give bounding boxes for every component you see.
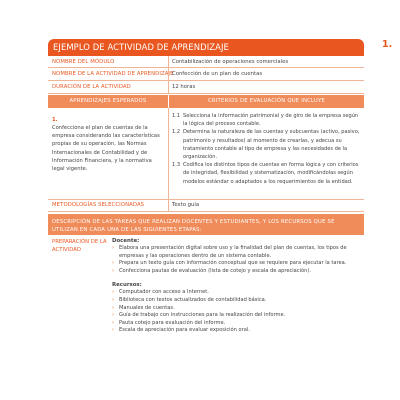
chevron-right-icon: › <box>112 327 115 334</box>
activity-name-value: Confección de un plan de cuentas <box>172 71 263 77</box>
criterion-number: 1.1 <box>172 113 181 119</box>
docente-item-text: Prepara un texto guía con información conceptual que se requiere para ejecutar la tarea. <box>119 260 347 267</box>
criteria-list <box>172 112 362 186</box>
description-text: DESCRIPCIÓN DE LAS TAREAS QUE REALIZAN DOCENTES Y ESTUDIANTES, Y LOS RECURSOS QUE SE UTILIZAN EN CADA UNA DE LAS SIGUIENTES ETAPAS: <box>52 219 335 233</box>
criterion-text: Selecciona la información patrimonial y de giro de la empresa según la lógica del proceso contable. <box>183 113 359 128</box>
column-divider <box>168 68 169 80</box>
column-divider <box>168 200 169 211</box>
column-divider <box>168 108 169 199</box>
chevron-right-icon: › <box>112 289 115 296</box>
preparation-content <box>112 237 362 335</box>
learning-number: 1. <box>52 117 58 123</box>
page-number: 1. <box>382 39 393 50</box>
docente-item-text: Confecciona pautas de evaluación (lista de cotejo y escala de apreciación). <box>119 267 311 274</box>
activity-table <box>48 56 364 396</box>
chevron-right-icon: › <box>112 260 115 267</box>
methodology-value: Texto guía <box>172 202 200 208</box>
preparation-label: PREPARACIÓN DE LA ACTIVIDAD <box>52 239 107 253</box>
criteria-header-band <box>48 95 364 108</box>
chevron-right-icon: › <box>112 267 115 274</box>
duration-value: 12 horas <box>172 84 196 90</box>
resource-item-text: Biblioteca con textos actualizados de contabilidad básica. <box>119 296 267 303</box>
docente-item-text: Elabora una presentación digital sobre uso y la finalidad del plan de cuentas, los tipos de empresas y las operaciones dentro de un sistema contable. <box>119 245 347 259</box>
criterion-number: 1.2 <box>172 129 181 136</box>
resource-item <box>112 297 362 305</box>
criterion-text: Determina la naturaleza de las cuentas y subcuentas (activo, pasivo, patrimonio y resultados) al momento de crearlas, y adecua su tratamiento contable al tipo de empresa y las necesidades de la organización. <box>183 129 360 161</box>
activity-name-row <box>48 68 364 81</box>
docente-item <box>112 268 362 276</box>
resource-item-text: Manuales de cuentas. <box>119 304 175 311</box>
methodology-label: METODOLOGÍAS SELECCIONADAS <box>52 202 145 208</box>
docente-title: Docente: <box>112 238 140 244</box>
criterion-text: Codifica los distintos tipos de cuentas en forma lógica y con criterios de integridad, flexibilidad y sistematización, modificándolas según modelos estándar o adaptados a los requerimientos de la entidad. <box>183 162 359 185</box>
module-row <box>48 56 364 68</box>
criterion-item <box>172 128 362 161</box>
resource-item-text: Escala de apreciación para evaluar exposición oral. <box>119 327 250 334</box>
module-label: NOMBRE DEL MÓDULO <box>52 59 115 65</box>
resource-item <box>112 327 362 335</box>
docente-item <box>112 245 362 260</box>
chevron-right-icon: › <box>112 296 115 303</box>
duration-label: DURACIÓN DE LA ACTIVIDAD <box>52 84 131 90</box>
page-title: EJEMPLO DE ACTIVIDAD DE APRENDIZAJE <box>53 42 229 52</box>
description-band <box>48 214 364 235</box>
duration-row <box>48 81 364 94</box>
chevron-right-icon: › <box>112 312 115 319</box>
resource-item-text: Guía de trabajo con instrucciones para la realización del informe. <box>119 312 286 319</box>
criterion-item <box>172 161 362 186</box>
criterion-item <box>172 112 362 128</box>
module-value: Contabilización de operaciones comerciales <box>172 59 289 65</box>
learning-column-header: APRENDIZAJES ESPERADOS <box>69 98 147 104</box>
chevron-right-icon: › <box>112 245 115 251</box>
learning-outcome-text: Confecciona el plan de cuentas de la empresa considerando las características propias de su operación, las Normas Internacionales de Contabilidad y de Información Financiera, y la normativa legal vigente. <box>52 125 160 173</box>
chevron-right-icon: › <box>112 319 115 326</box>
activity-name-label: NOMBRE DE LA ACTIVIDAD DE APRENDIZAJE <box>52 71 174 77</box>
resource-item-text: Computador con acceso a Internet. <box>119 289 209 296</box>
criterion-number: 1.3 <box>172 162 181 169</box>
docente-item <box>112 260 362 268</box>
chevron-right-icon: › <box>112 304 115 311</box>
resource-item <box>112 289 362 297</box>
column-divider <box>168 81 169 93</box>
criteria-column-header: CRITERIOS DE EVALUACIÓN QUE INCLUYE <box>208 98 325 104</box>
column-divider <box>168 56 169 67</box>
methodology-row <box>48 200 364 212</box>
recursos-title: Recursos: <box>112 282 142 289</box>
resource-item <box>112 312 362 320</box>
resource-item-text: Pauta cotejo para evaluación del informe. <box>119 319 226 326</box>
